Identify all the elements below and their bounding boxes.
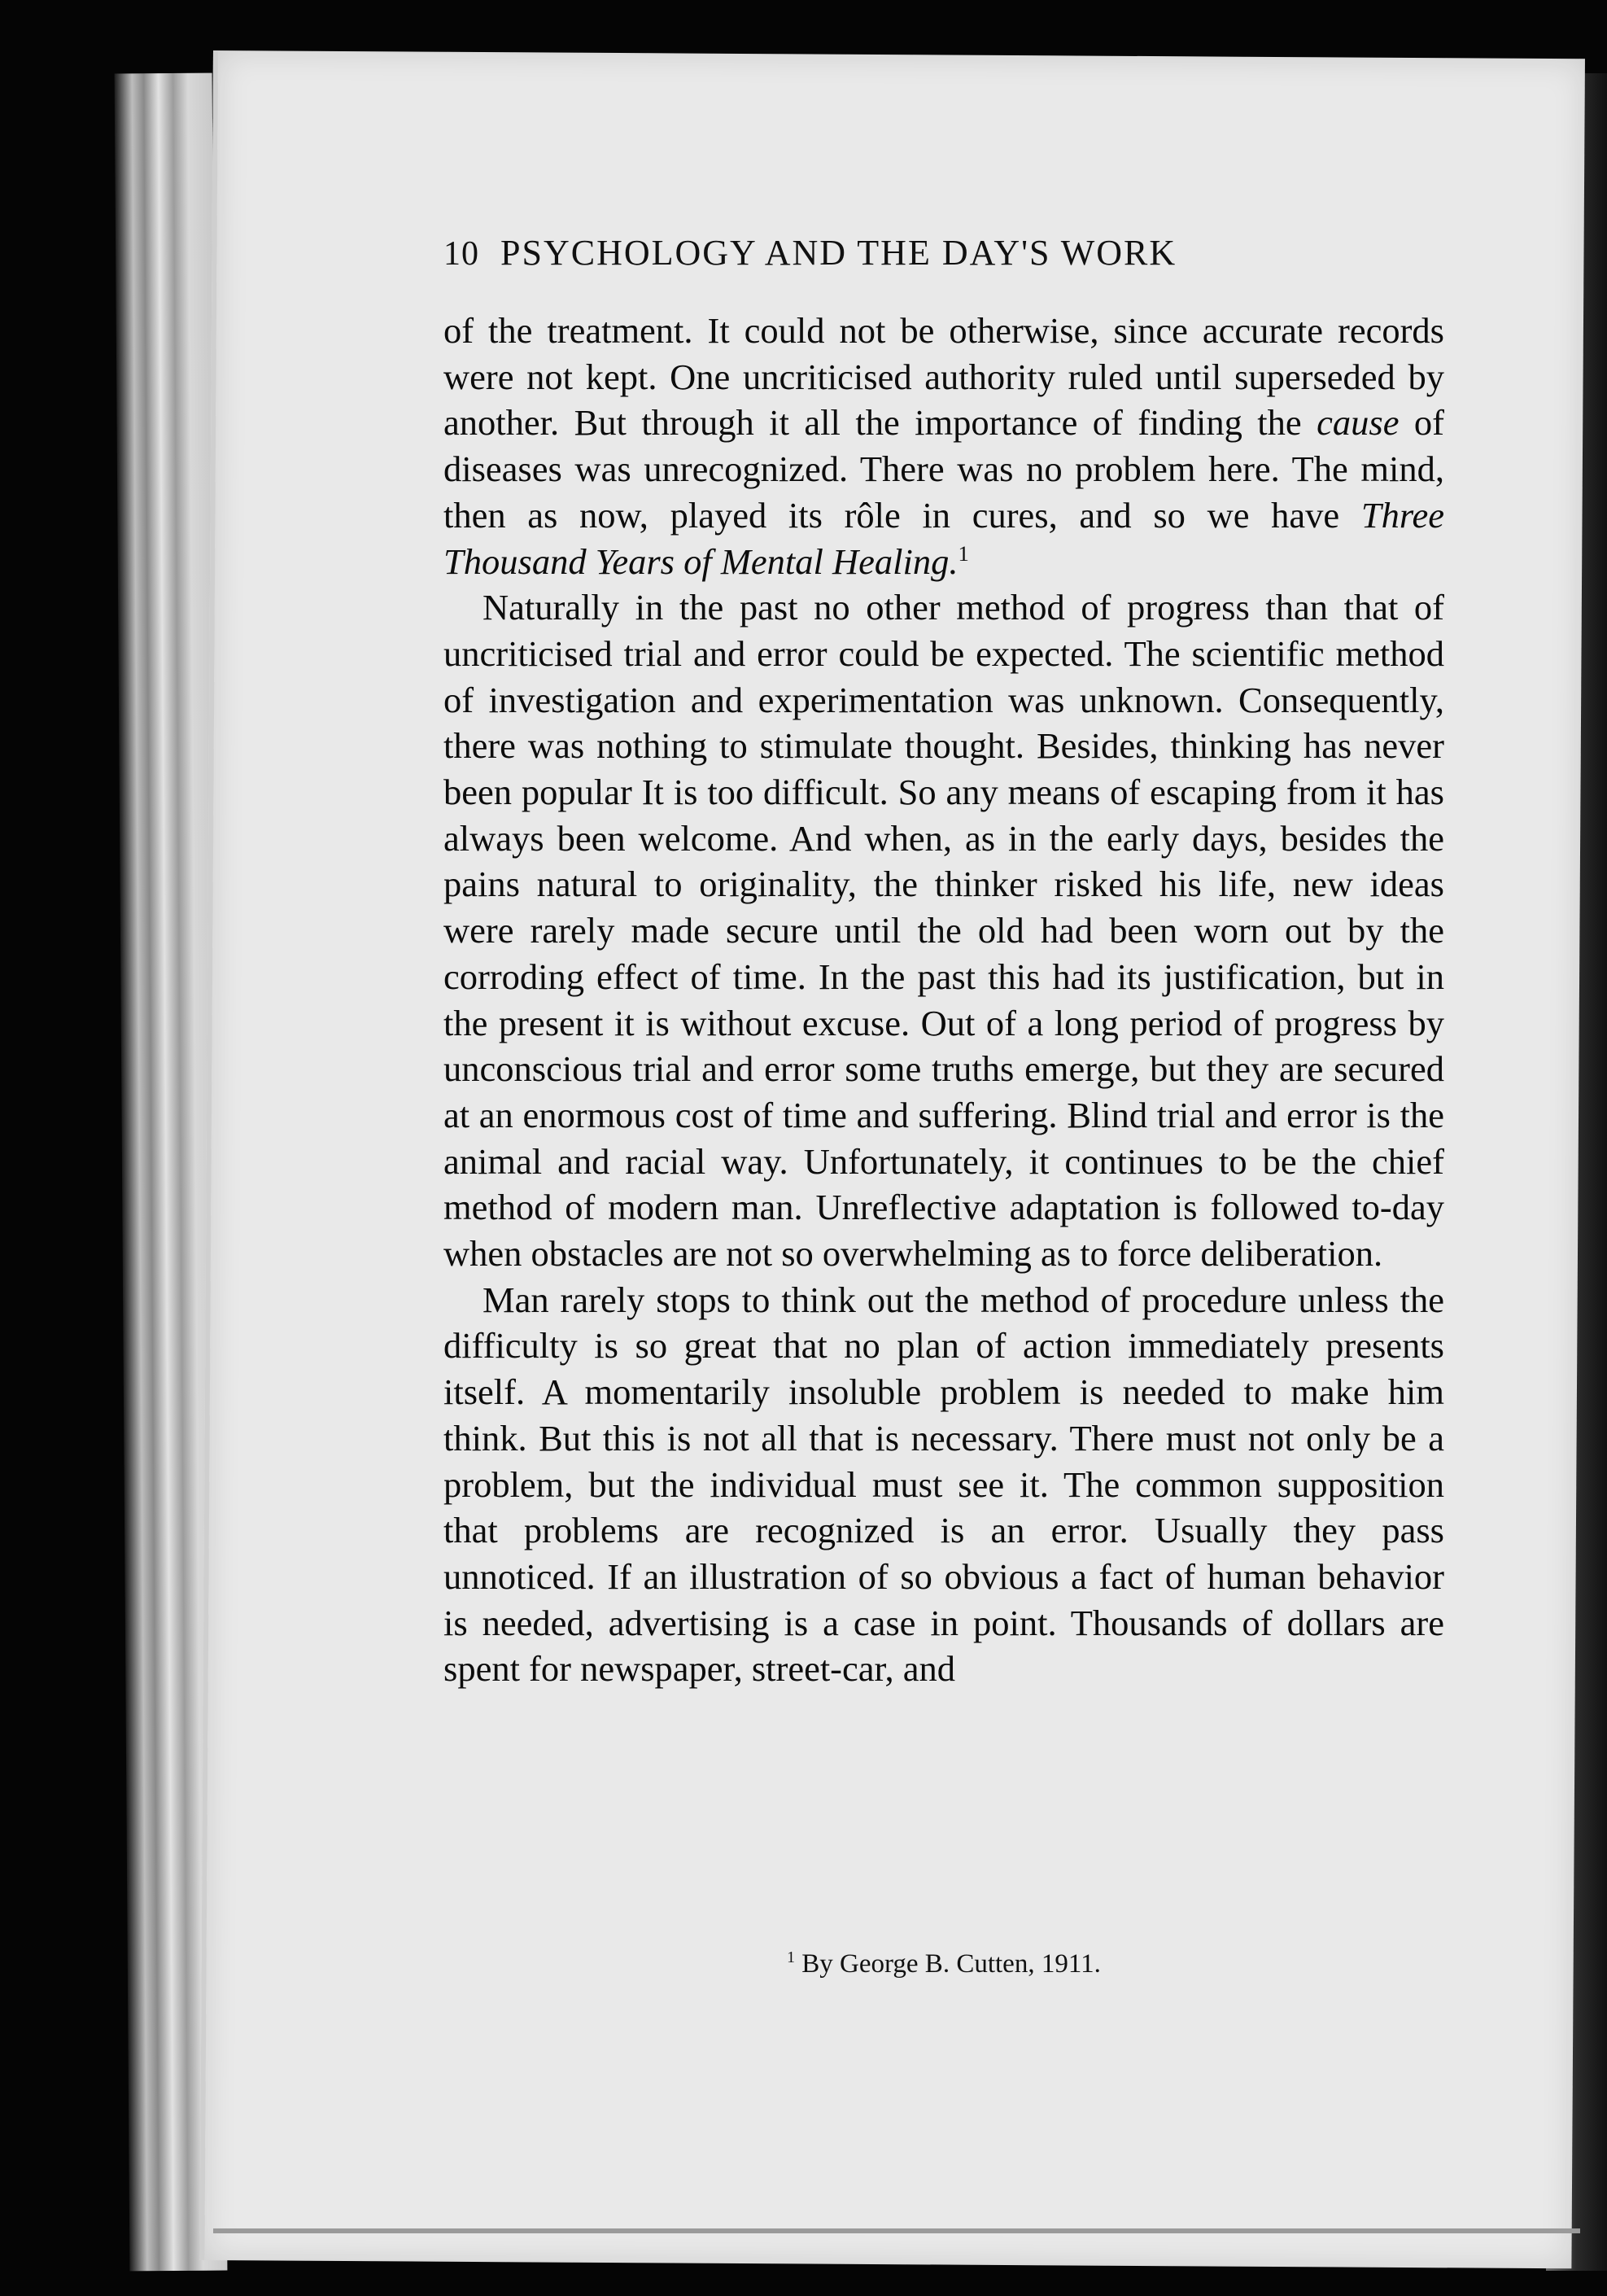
footnote-text: By George B. Cutten, 1911. — [795, 1949, 1101, 1979]
text-segment: of diseases was unrecognized. There was no problem here. The mind, then as now, played its rôle in cures, and so we have — [443, 402, 1444, 536]
italic-text: Three Thousand Years of Mental Healing. — [443, 494, 1444, 582]
text-segment: Man rarely stops to think out the method of procedure unless the difficulty is so great that no plan of action immediately presents itself. A momentarily insoluble problem is needed to make him think. But this is not all that is necessary. There must not only be a problem, but the individual must see it. The common supposition that problems are recognized is an error. Usually they pass unnoticed. If an illustration of so obvious a fact of human behavior is needed, advertising is a case in point. Thousands of dollars are spent for newspaper, street-car, and — [443, 1279, 1444, 1690]
paragraph — [443, 584, 1444, 1277]
body-text — [443, 308, 1444, 1692]
running-title: PSYCHOLOGY AND THE DAY'S WORK — [500, 233, 1177, 273]
paragraph — [443, 1277, 1444, 1692]
page-number: 10 — [443, 235, 479, 273]
footnote-marker: 1 — [787, 1948, 796, 1966]
footnote-reference: 1 — [958, 540, 969, 566]
text-segment: Naturally in the past no other method of progress than that of uncriticised trial and error could be expected. The scientific method of investigation and experimentation was unknown. Consequently, there was nothing to stimulate thought. Besides, thinking has never been popular It is too difficult. So any means of escaping from it has always been welcome. And when, as in the early days, besides the pains natural to originality, the thinker risked his life, new ideas were rarely made secure until the old had been worn out by the corroding effect of time. In the past this had its justification, but in the present it is without excuse. Out of a long period of progress by unconscious trial and error some truths emerge, but they are secured at an enormous cost of time and suffering. Blind trial and error is the animal and racial way. Unfortunately, it continues to be the chief method of modern man. Unreflective adaptation is followed to-day when obstacles are not so overwhelming as to force deliberation. — [443, 587, 1444, 1275]
running-head — [443, 232, 1355, 273]
italic-text: cause — [1317, 402, 1400, 444]
page-bottom-edge — [213, 2228, 1580, 2233]
text-segment: of the treatment. It could not be otherwise, since accurate records were not kept. One uncriticised authority ruled until superseded by another. But through it all the importance of finding the — [443, 310, 1444, 444]
footnote — [443, 1949, 1444, 1979]
paragraph — [443, 308, 1444, 584]
